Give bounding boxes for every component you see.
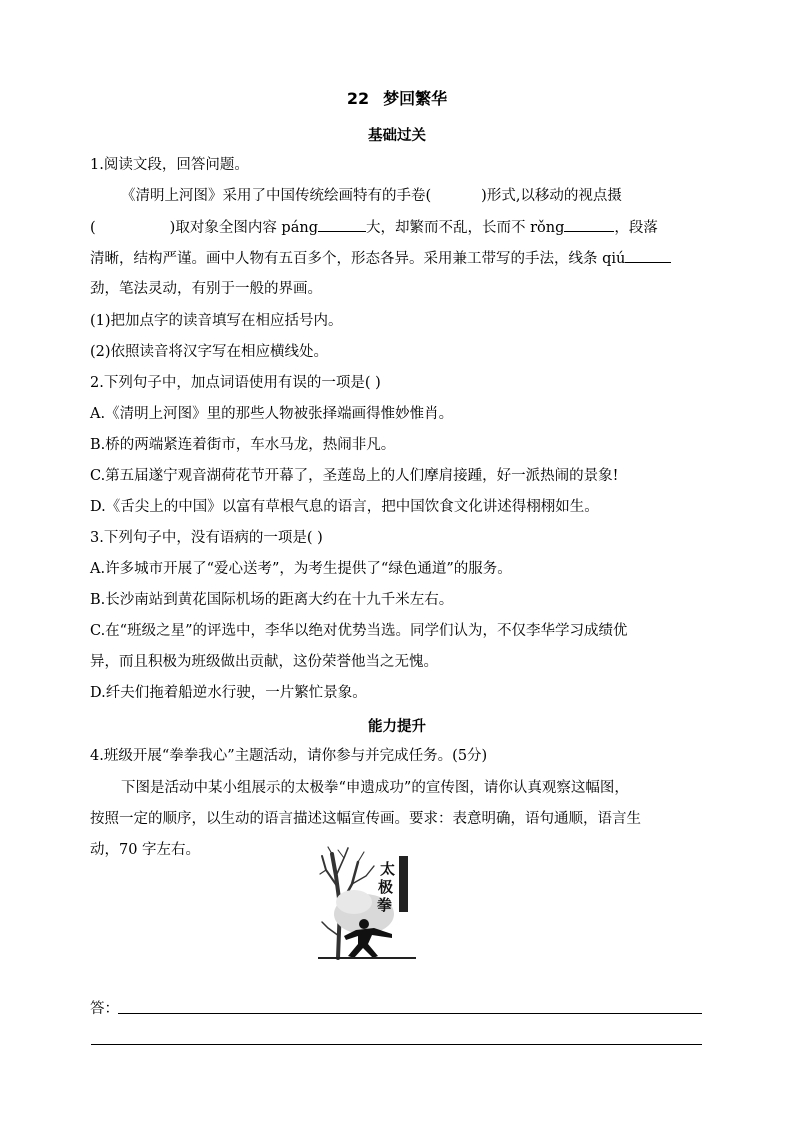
poster-title-char-1: 太 (380, 860, 396, 878)
q3-option-b[interactable]: B.长沙南站到黄花国际机场的距离大约在十九千米左右。 (90, 592, 454, 608)
q3-option-a[interactable]: A.许多城市开展了“爱心送考”，为考生提供了“绿色通道”的服务。 (90, 561, 512, 577)
q1-passage-line-1 (121, 186, 622, 206)
q1-stem: 1.阅读文段，回答问题。 (90, 157, 249, 173)
q2-stem: 2.下列句子中，加点词语使用有误的一项是( ) (90, 375, 381, 391)
poster-title-char-2: 极 (378, 878, 394, 896)
poster-label-strip (399, 856, 408, 912)
q2-option-b[interactable]: B.桥的两端紧连着街市，车水马龙，热闹非凡。 (90, 437, 396, 453)
q1-blank-qiu[interactable] (625, 248, 671, 263)
q4-instruction-line-1: 下图是活动中某小组展示的太极拳“申遗成功”的宣传图，请你认真观察这幅图， (121, 780, 629, 796)
section-heading-basic: 基础过关 (368, 128, 426, 144)
q2-option-d[interactable]: D.《舌尖上的中国》以富有草根气息的语言，把中国饮食文化讲述得栩栩如生。 (90, 499, 599, 515)
q1-blank-pang[interactable] (318, 217, 366, 232)
q2-option-c[interactable]: C.第五届遂宁观音湖荷花节开幕了，圣莲岛上的人们摩肩接踵，好一派热闹的景象! (90, 468, 619, 484)
q1-passage-line-2 (90, 217, 658, 238)
q1-text-1a: 《清明上河图》采用了中国传统绘画特有的手卷( (121, 188, 432, 204)
q1-subquestion-2: (2)依照读音将汉字写在相应横线处。 (90, 344, 329, 360)
q3-option-c-line-1[interactable]: C.在“班级之星”的评选中，李华以绝对优势当选。同学们认为，不仅李华学习成绩优 (90, 623, 628, 639)
q4-instruction-line-2: 按照一定的顺序，以生动的语言描述这幅宣传画。要求：表意明确，语句通顺，语言生 (90, 811, 641, 827)
answer-label: 答： (90, 1001, 119, 1017)
q1-text-2c: 大，却繁而不乱，长而不 rǒng (366, 220, 565, 236)
lesson-number: 22 (346, 89, 370, 108)
lesson-title: 梦回繁华 (383, 89, 448, 108)
section-heading-advanced: 能力提升 (368, 719, 426, 735)
answer-line-2[interactable] (91, 1044, 702, 1045)
q2-option-a[interactable]: A.《清明上河图》里的那些人物被张择端画得惟妙惟肖。 (90, 406, 454, 422)
q1-passage-line-3 (90, 248, 671, 269)
q1-text-3: 清晰，结构严谨。画中人物有五百多个，形态各异。采用兼工带写的手法，线条 qiú (90, 251, 626, 267)
q3-option-d[interactable]: D.纤夫们拖着船逆水行驶，一片繁忙景象。 (90, 685, 367, 701)
taiji-poster-image (318, 846, 416, 960)
page-title (0, 86, 794, 109)
q1-text-2d: ，段落 (614, 220, 658, 236)
q1-text-2b: )取对象全图内容 páng (169, 220, 318, 236)
q1-subquestion-1: (1)把加点字的读音填写在相应括号内。 (90, 313, 343, 329)
q1-passage-line-4: 劲，笔法灵动，有别于一般的界画。 (90, 281, 322, 297)
q3-option-c-line-2: 异，而且积极为班级做出贡献，这份荣誉他当之无愧。 (90, 654, 438, 670)
poster-title-char-3: 拳 (377, 896, 393, 914)
q1-text-2a: ( (90, 220, 96, 236)
q1-text-1b: )形式,以移动的视点摄 (481, 188, 622, 204)
q4-stem: 4.班级开展“拳拳我心”主题活动，请你参与并完成任务。(5分) (90, 748, 488, 764)
q4-instruction-line-3: 动，70 字左右。 (90, 842, 201, 858)
q1-blank-rong[interactable] (564, 217, 614, 232)
q3-stem: 3.下列句子中，没有语病的一项是( ) (90, 530, 323, 546)
answer-line-1[interactable] (118, 1013, 702, 1014)
